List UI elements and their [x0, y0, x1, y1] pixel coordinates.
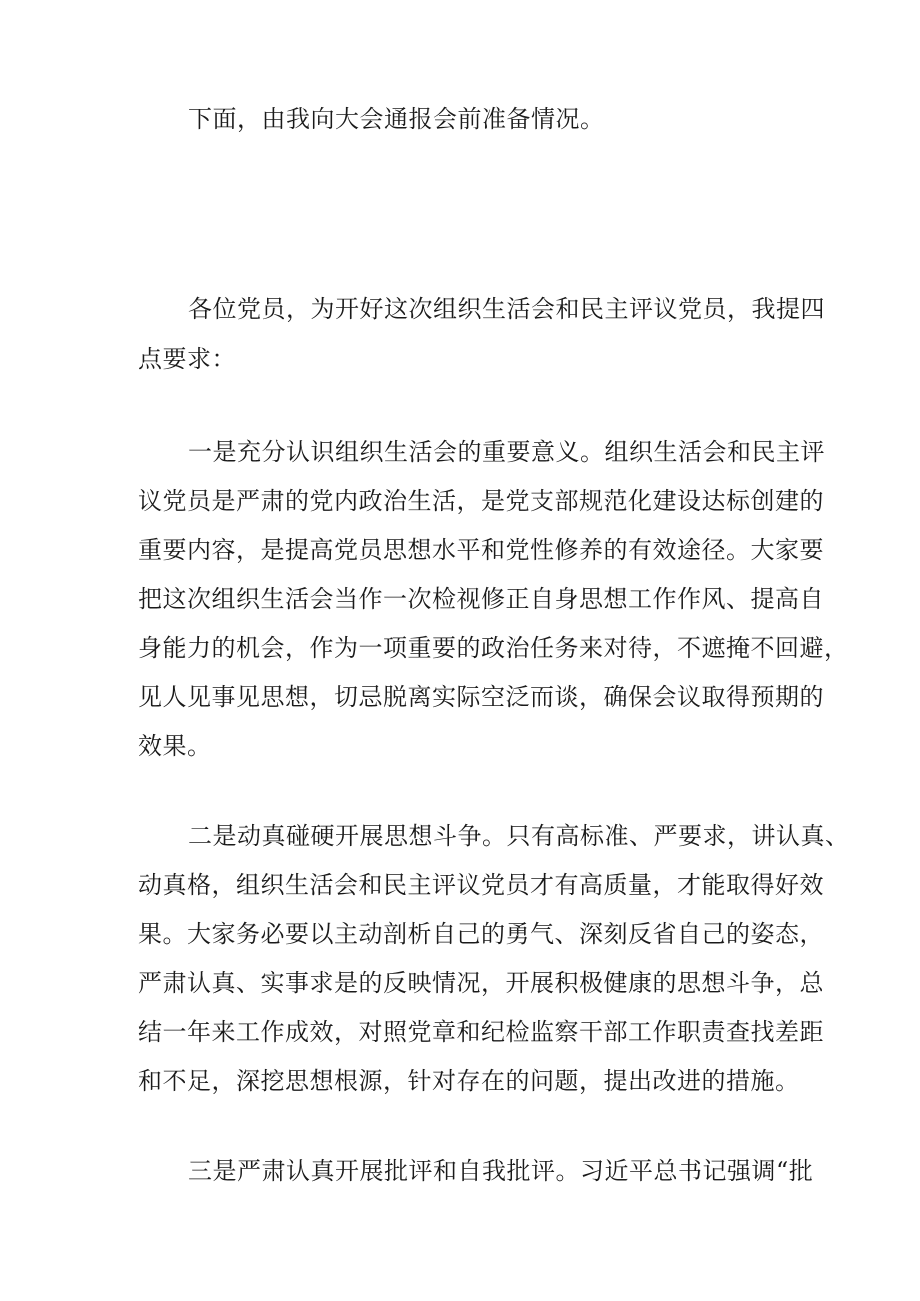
point-one-line-5: 身能力的机会，作为一项重要的政治任务来对待，不遮掩不回避， — [138, 634, 849, 662]
intro-paragraph: 下面，由我向大会通报会前准备情况。 — [188, 105, 605, 133]
point-one-line-7: 效果。 — [138, 732, 212, 760]
point-one-line-3: 重要内容，是提高党员思想水平和党性修养的有效途径。大家要 — [138, 536, 824, 564]
point-three-line-1: 三是严肃认真开展批评和自我批评。习近平总书记强调“批 — [188, 1157, 814, 1185]
point-two-line-2: 动真格，组织生活会和民主评议党员才有高质量，才能取得好效 — [138, 871, 824, 899]
point-one-line-1: 一是充分认识组织生活会的重要意义。组织生活会和民主评 — [188, 438, 825, 466]
point-two-line-3: 果。大家务必要以主动剖析自己的勇气、深刻反省自己的姿态， — [138, 920, 824, 948]
point-two-line-6: 和不足，深挖思想根源，针对存在的问题，提出改进的措施。 — [138, 1067, 800, 1095]
requirements-intro-line-2: 点要求： — [138, 345, 236, 373]
point-two-line-4: 严肃认真、实事求是的反映情况，开展积极健康的思想斗争，总 — [138, 969, 824, 997]
point-one-line-6: 见人见事见思想，切忌脱离实际空泛而谈，确保会议取得预期的 — [138, 683, 824, 711]
point-one-line-4: 把这次组织生活会当作一次检视修正自身思想工作作风、提高自 — [138, 585, 824, 613]
point-two-line-1: 二是动真碰硬开展思想斗争。只有高标准、严要求，讲认真、 — [188, 822, 850, 850]
point-one-line-2: 议党员是严肃的党内政治生活，是党支部规范化建设达标创建的 — [138, 487, 824, 515]
requirements-intro-line-1: 各位党员，为开好这次组织生活会和民主评议党员，我提四 — [188, 295, 825, 323]
point-two-line-5: 结一年来工作成效，对照党章和纪检监察干部工作职责查找差距 — [138, 1018, 824, 1046]
